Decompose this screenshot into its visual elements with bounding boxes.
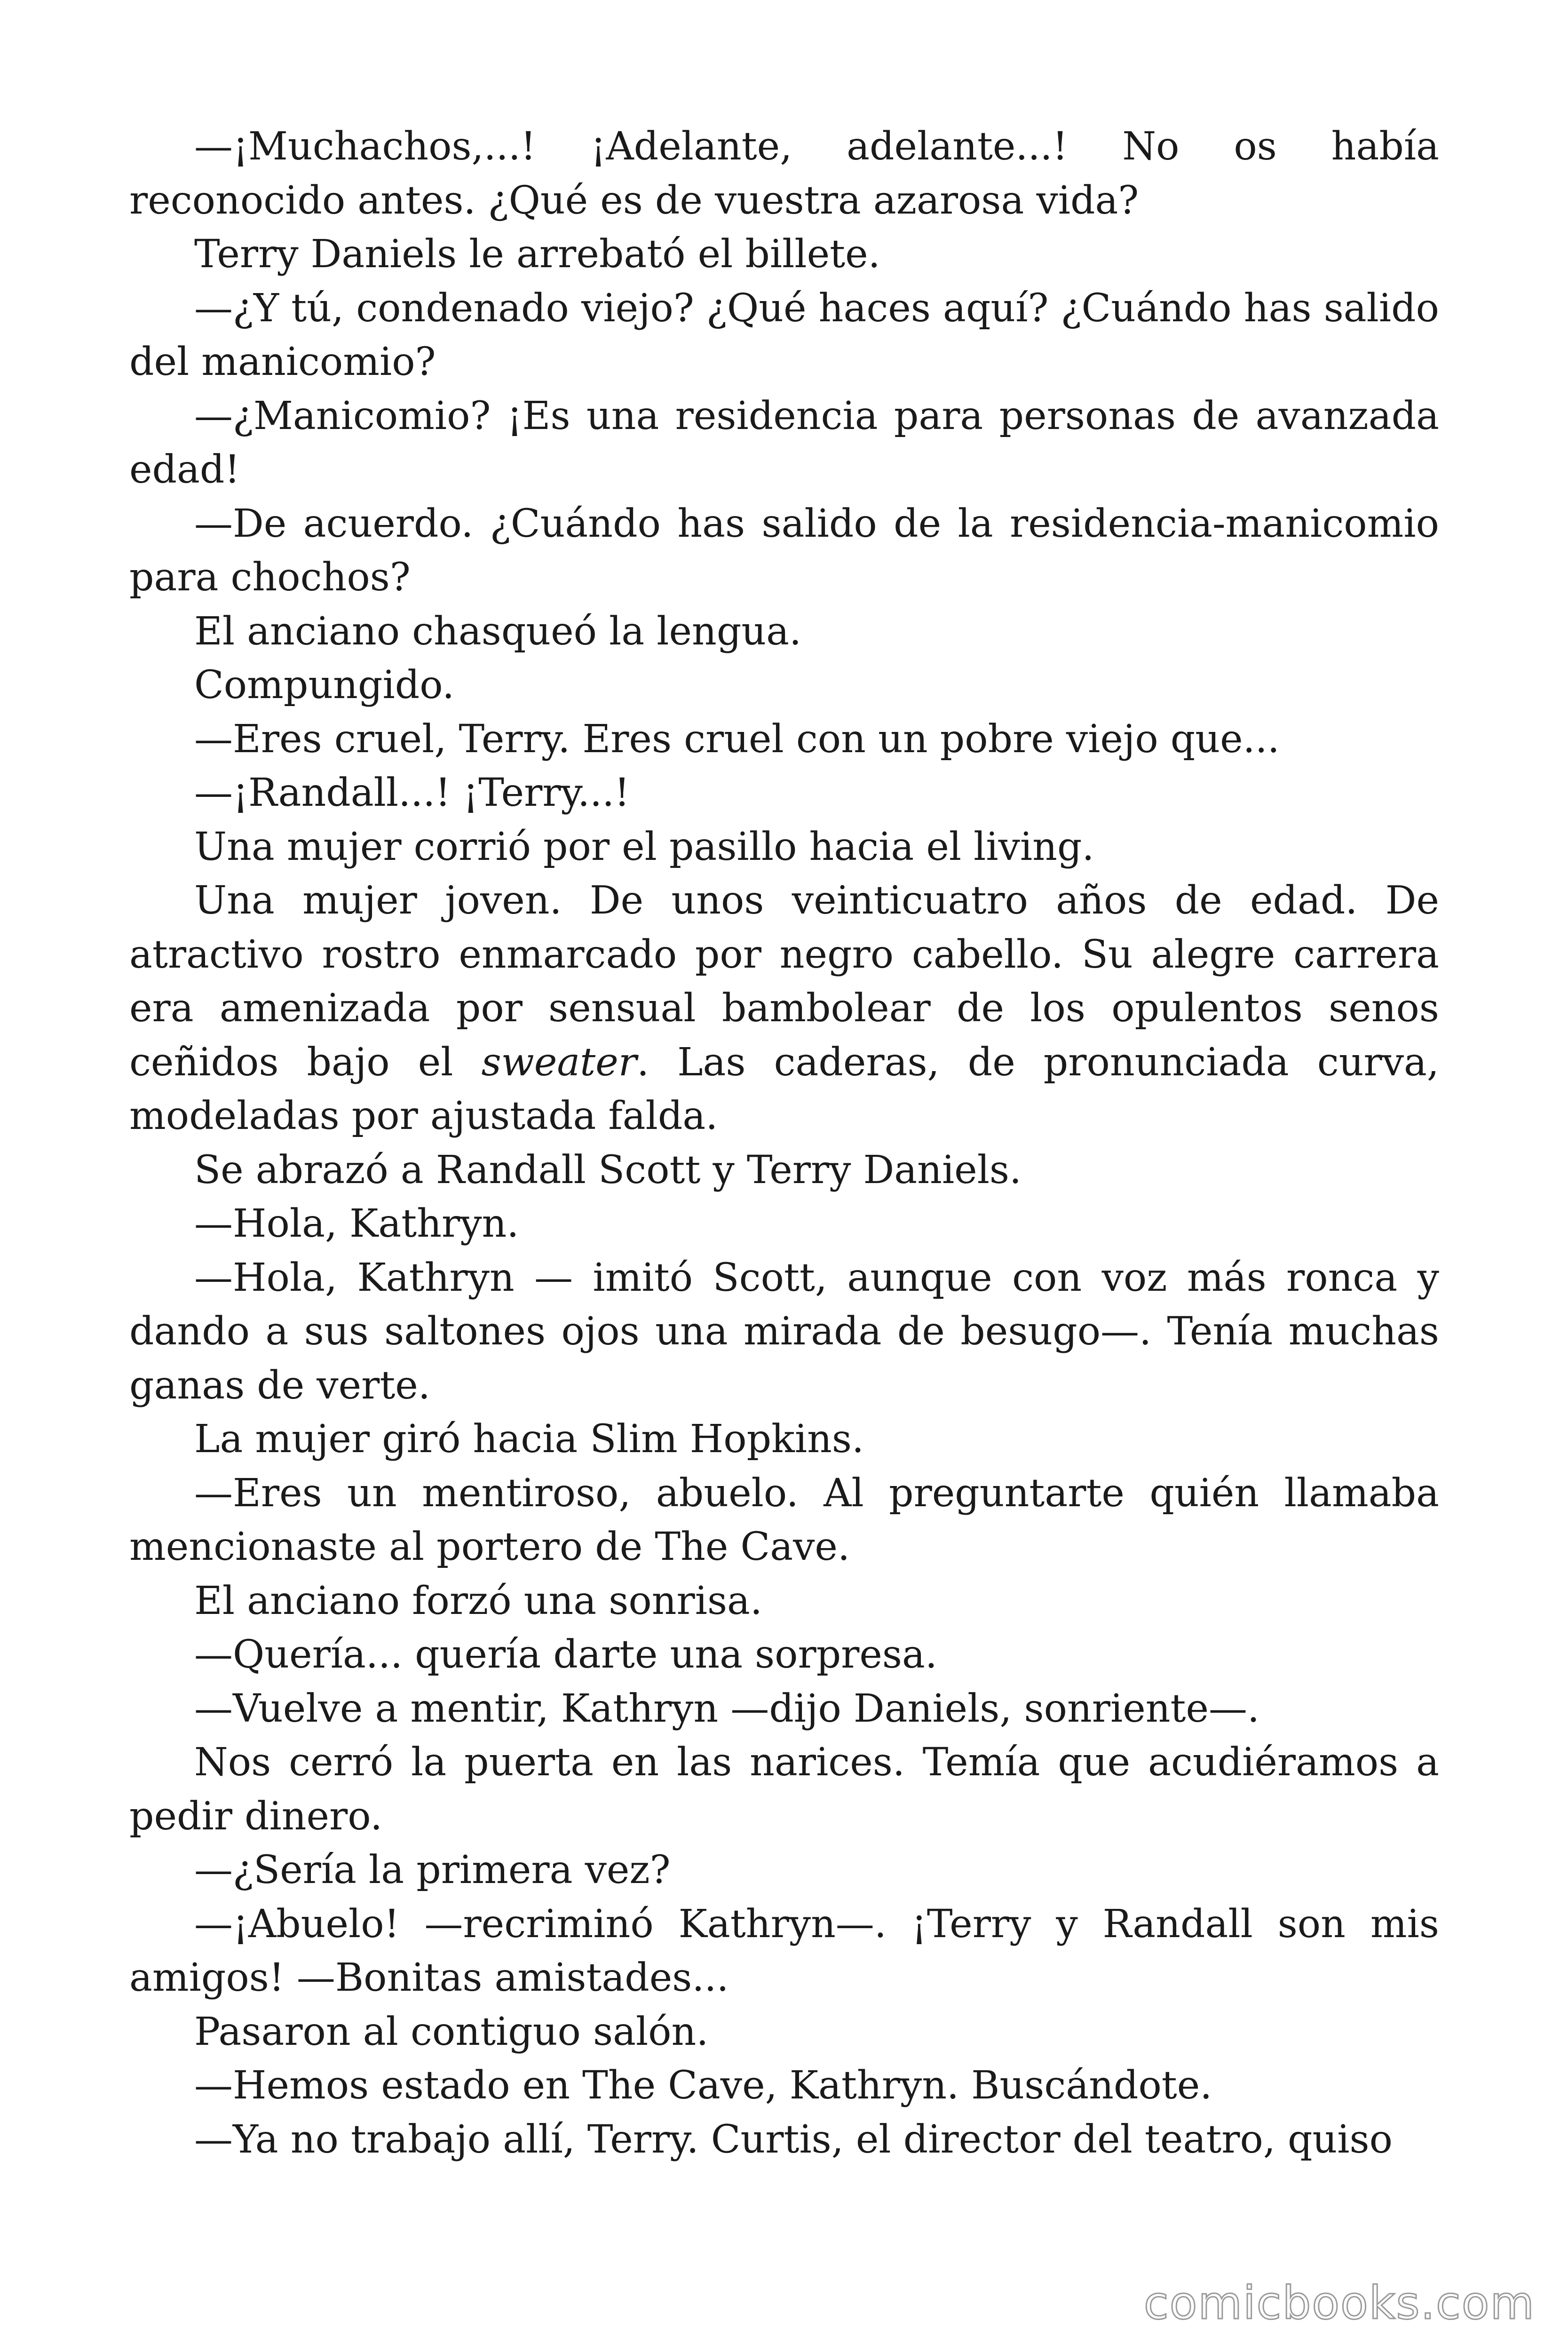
paragraph: —Eres un mentiroso, abuelo. Al preguntarte quién llamaba mencionaste al portero de The Cave. bbox=[129, 1470, 1439, 1569]
paragraph: —¿Manicomio? ¡Es una residencia para personas de avanzada edad! bbox=[129, 393, 1439, 492]
watermark-logo: comicbooks.com bbox=[1143, 2277, 1535, 2329]
paragraph: Una mujer corrió por el pasillo hacia el living. bbox=[194, 824, 1094, 869]
paragraph: El anciano forzó una sonrisa. bbox=[194, 1578, 762, 1623]
paragraph: —¿Y tú, condenado viejo? ¿Qué haces aquí? ¿Cuándo has salido del manicomio? bbox=[129, 286, 1439, 384]
paragraph: Compungido. bbox=[194, 663, 455, 707]
paragraph-with-italic bbox=[129, 874, 1439, 1144]
paragraph: El anciano chasqueó la lengua. bbox=[194, 609, 802, 654]
paragraph: La mujer giró hacia Slim Hopkins. bbox=[194, 1417, 864, 1462]
paragraph: —Hola, Kathryn — imitó Scott, aunque con voz más ronca y dando a sus saltones ojos una mirada de besugo—. Tenía muchas ganas de verte. bbox=[129, 1255, 1439, 1408]
paragraph: —Hola, Kathryn. bbox=[194, 1201, 519, 1246]
paragraph: Pasaron al contiguo salón. bbox=[194, 2009, 709, 2054]
paragraph: —¡Muchachos,...! ¡Adelante, adelante...! No os había reconocido antes. ¿Qué es de vuestra azarosa vida? bbox=[129, 124, 1439, 223]
paragraph: Terry Daniels le arrebató el billete. bbox=[194, 232, 880, 277]
italic-word: sweater bbox=[481, 1040, 637, 1085]
paragraph: —¿Sería la primera vez? bbox=[194, 1848, 671, 1892]
paragraph: —Vuelve a mentir, Kathryn —dijo Daniels, sonriente—. bbox=[194, 1686, 1260, 1731]
paragraph: —Hemos estado en The Cave, Kathryn. Buscándote. bbox=[194, 2063, 1212, 2108]
paragraph-text: . Las caderas, de pronunciada curva, modeladas por ajustada falda. bbox=[129, 1040, 1439, 1138]
body-text bbox=[129, 120, 1439, 2167]
paragraph: —Quería... quería darte una sorpresa. bbox=[194, 1632, 937, 1677]
paragraph: —Eres cruel, Terry. Eres cruel con un pobre viejo que... bbox=[194, 716, 1280, 762]
paragraph: —De acuerdo. ¿Cuándo has salido de la residencia-manicomio para chochos? bbox=[129, 501, 1439, 600]
paragraph: —Ya no trabajo allí, Terry. Curtis, el director del teatro, quiso bbox=[194, 2117, 1393, 2162]
paragraph: Se abrazó a Randall Scott y Terry Daniels. bbox=[194, 1147, 1022, 1192]
paragraph: —¡Randall...! ¡Terry...! bbox=[194, 771, 630, 815]
paragraph: Nos cerró la puerta en las narices. Temía que acudiéramos a pedir dinero. bbox=[129, 1740, 1439, 1839]
paragraph: —¡Abuelo! —recriminó Kathryn—. ¡Terry y Randall son mis amigos! —Bonitas amistades... bbox=[129, 1901, 1439, 2000]
paragraph-text: Una mujer joven. De unos veinticuatro años de edad. De atractivo rostro enmarcado por negro cabello. Su alegre carrera era amenizada por sensual bambolear de los opulentos senos ceñidos bajo el bbox=[129, 878, 1439, 1085]
